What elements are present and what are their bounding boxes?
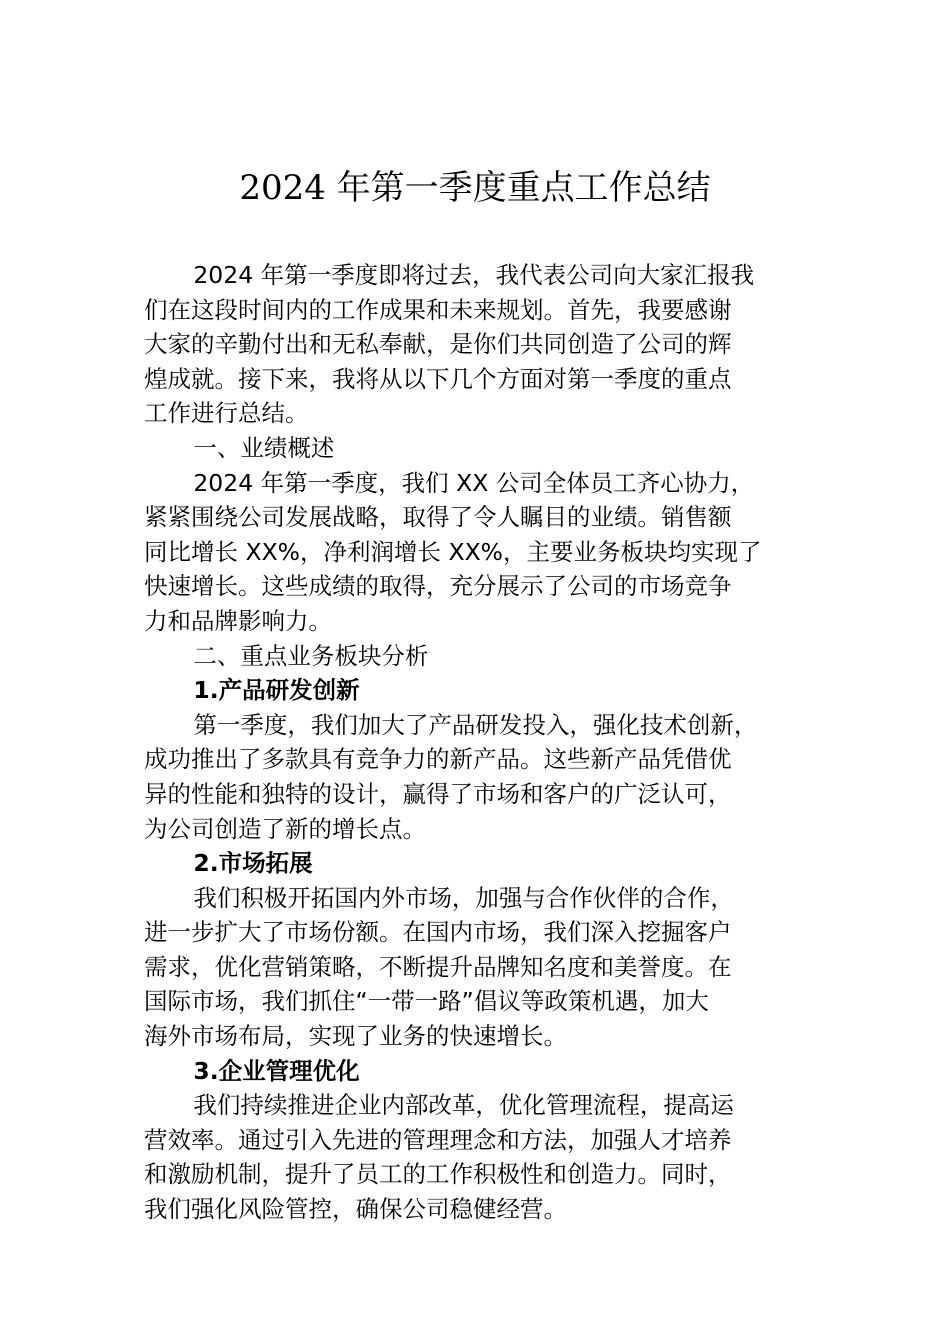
- text-line: 我们持续推进企业内部改革，优化管理流程，提高运: [193, 1091, 734, 1120]
- text-line: 大家的辛勤付出和无私奉献，是你们共同创造了公司的辉: [144, 330, 732, 359]
- text-line: 2024 年第一季度即将过去，我代表公司向大家汇报我: [193, 261, 755, 289]
- text-line: 国际市场，我们抓住“一带一路”倡议等政策机遇，加大: [144, 987, 709, 1016]
- text-line: 需求，优化营销策略，不断提升品牌知名度和美誉度。在: [144, 952, 732, 981]
- text-line: 快速增长。这些成绩的取得，充分展示了公司的市场竞争: [144, 572, 732, 601]
- market-paragraph: [144, 881, 806, 1054]
- intro-paragraph: [144, 258, 806, 431]
- text-line: 煌成就。接下来，我将从以下几个方面对第一季度的重点: [144, 364, 732, 393]
- text-line: 成功推出了多款具有竞争力的新产品。这些新产品凭借优: [144, 745, 732, 774]
- text-line: 力和品牌影响力。: [144, 606, 332, 635]
- text-line: 异的性能和独特的设计，赢得了市场和客户的广泛认可，: [144, 779, 732, 808]
- text-line: 2024 年第一季度，我们 XX 公司全体员工齐心协力，: [193, 468, 755, 497]
- product-rd-paragraph: [144, 708, 806, 846]
- text-line: 进一步扩大了市场份额。在国内市场，我们深入挖掘客户: [144, 918, 732, 947]
- section-heading-business: 二、重点业务板块分析: [193, 641, 429, 670]
- text-line: 紧紧围绕公司发展战略，取得了令人瞩目的业绩。销售额: [144, 503, 732, 532]
- text-line: 工作进行总结。: [144, 399, 309, 428]
- subheading-market: 2.市场拓展: [193, 849, 313, 878]
- management-paragraph: [144, 1088, 806, 1226]
- text-line: 我们强化风险管控，确保公司稳健经营。: [144, 1195, 567, 1224]
- performance-paragraph: [144, 466, 806, 639]
- text-line: 和激励机制，提升了员工的工作积极性和创造力。同时，: [144, 1160, 732, 1189]
- text-line: 第一季度，我们加大了产品研发投入，强化技术创新，: [193, 710, 758, 739]
- text-line: 们在这段时间内的工作成果和未来规划。首先，我要感谢: [144, 295, 732, 324]
- text-line: 为公司创造了新的增长点。: [144, 814, 426, 843]
- document-body: [144, 258, 806, 1227]
- subheading-management: 3.企业管理优化: [193, 1056, 360, 1085]
- text-line: 同比增长 XX%，净利润增长 XX%，主要业务板块均实现了: [144, 537, 762, 566]
- text-line: 海外市场布局，实现了业务的快速增长。: [144, 1022, 567, 1051]
- document-title: 2024 年第一季度重点工作总结: [239, 168, 711, 208]
- text-line: 我们积极开拓国内外市场，加强与合作伙伴的合作，: [193, 883, 734, 912]
- text-line: 营效率。通过引入先进的管理理念和方法，加强人才培养: [144, 1125, 732, 1154]
- subheading-product-rd: 1.产品研发创新: [193, 676, 360, 705]
- section-heading-performance: 一、业绩概述: [193, 433, 335, 462]
